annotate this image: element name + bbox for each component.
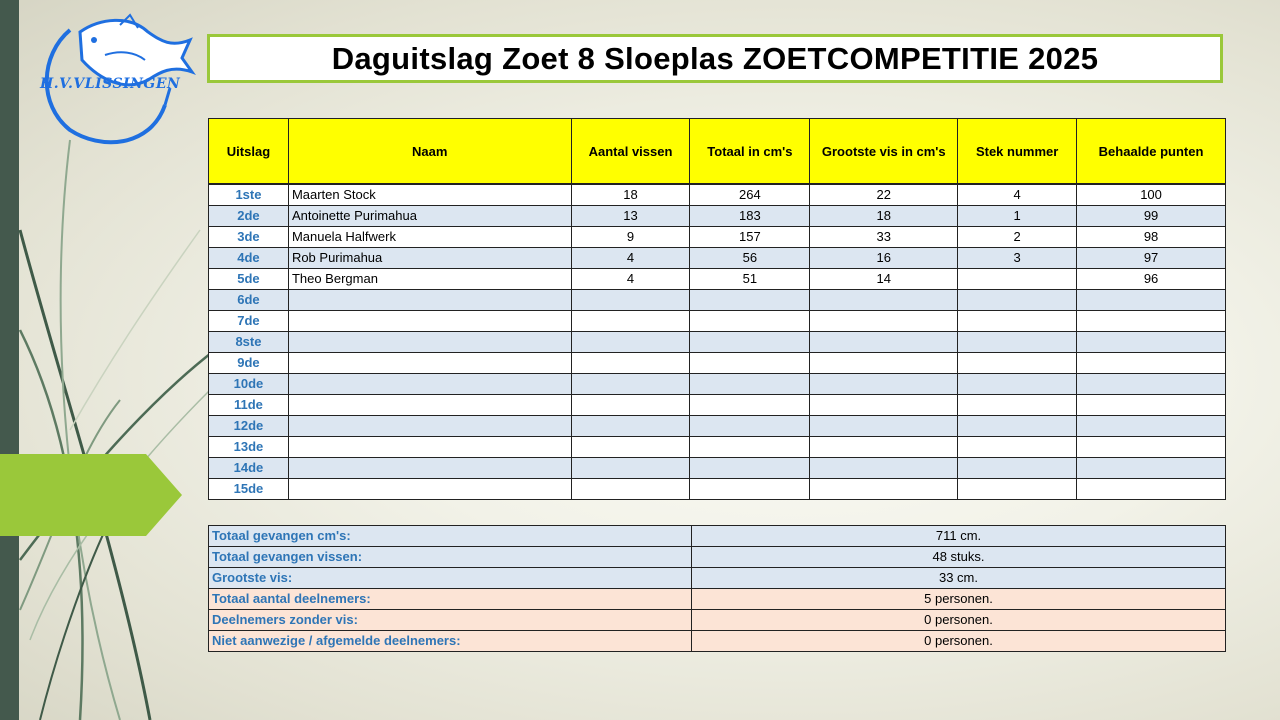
cell-place: 1ste <box>209 184 289 206</box>
cell-aantal-vissen <box>571 332 690 353</box>
cell-place: 7de <box>209 311 289 332</box>
cell-aantal-vissen <box>571 311 690 332</box>
cell-behaalde-punten: 100 <box>1077 184 1226 206</box>
cell-name <box>288 395 571 416</box>
cell-grootste-vis: 16 <box>810 248 958 269</box>
table-row <box>209 206 1226 227</box>
cell-behaalde-punten: 98 <box>1077 227 1226 248</box>
cell-behaalde-punten <box>1077 311 1226 332</box>
cell-aantal-vissen <box>571 290 690 311</box>
cell-grootste-vis <box>810 311 958 332</box>
cell-behaalde-punten <box>1077 353 1226 374</box>
title-banner <box>207 34 1223 83</box>
summary-label: Totaal gevangen vissen: <box>209 547 692 568</box>
table-row <box>209 332 1226 353</box>
cell-aantal-vissen <box>571 353 690 374</box>
summary-value: 0 personen. <box>692 631 1226 652</box>
header-behaalde-punten: Behaalde punten <box>1077 119 1226 185</box>
summary-row <box>209 631 1226 652</box>
cell-behaalde-punten <box>1077 458 1226 479</box>
cell-place: 8ste <box>209 332 289 353</box>
cell-totaal-cm: 157 <box>690 227 810 248</box>
cell-aantal-vissen <box>571 437 690 458</box>
header-uitslag: Uitslag <box>209 119 289 185</box>
cell-stek-nummer <box>958 437 1077 458</box>
cell-place: 14de <box>209 458 289 479</box>
cell-stek-nummer <box>958 290 1077 311</box>
summary-value: 48 stuks. <box>692 547 1226 568</box>
summary-label: Totaal aantal deelnemers: <box>209 589 692 610</box>
header-stek-nummer: Stek nummer <box>958 119 1077 185</box>
cell-stek-nummer <box>958 353 1077 374</box>
header-aantal-vissen: Aantal vissen <box>571 119 690 185</box>
cell-place: 12de <box>209 416 289 437</box>
cell-stek-nummer <box>958 458 1077 479</box>
summary-table <box>208 525 1226 652</box>
cell-behaalde-punten <box>1077 374 1226 395</box>
cell-behaalde-punten <box>1077 437 1226 458</box>
cell-name <box>288 290 571 311</box>
cell-name: Theo Bergman <box>288 269 571 290</box>
cell-name: Maarten Stock <box>288 184 571 206</box>
cell-behaalde-punten <box>1077 479 1226 500</box>
cell-totaal-cm: 264 <box>690 184 810 206</box>
summary-value: 33 cm. <box>692 568 1226 589</box>
cell-name <box>288 311 571 332</box>
cell-place: 5de <box>209 269 289 290</box>
cell-aantal-vissen: 13 <box>571 206 690 227</box>
cell-grootste-vis: 14 <box>810 269 958 290</box>
summary-value: 5 personen. <box>692 589 1226 610</box>
cell-place: 2de <box>209 206 289 227</box>
cell-totaal-cm <box>690 479 810 500</box>
cell-grootste-vis: 33 <box>810 227 958 248</box>
cell-grootste-vis <box>810 374 958 395</box>
cell-totaal-cm <box>690 290 810 311</box>
cell-grootste-vis: 18 <box>810 206 958 227</box>
club-logo <box>30 10 200 150</box>
cell-name: Manuela Halfwerk <box>288 227 571 248</box>
header-grootste-vis: Grootste vis in cm's <box>810 119 958 185</box>
cell-totaal-cm <box>690 311 810 332</box>
cell-name <box>288 479 571 500</box>
cell-behaalde-punten <box>1077 395 1226 416</box>
table-row <box>209 416 1226 437</box>
cell-stek-nummer: 2 <box>958 227 1077 248</box>
green-arrow-shape <box>0 454 182 536</box>
table-row <box>209 184 1226 206</box>
table-row <box>209 248 1226 269</box>
cell-totaal-cm <box>690 416 810 437</box>
cell-stek-nummer <box>958 269 1077 290</box>
cell-behaalde-punten: 99 <box>1077 206 1226 227</box>
table-row <box>209 311 1226 332</box>
cell-place: 11de <box>209 395 289 416</box>
table-row <box>209 227 1226 248</box>
cell-aantal-vissen: 9 <box>571 227 690 248</box>
cell-stek-nummer: 4 <box>958 184 1077 206</box>
cell-name <box>288 374 571 395</box>
cell-totaal-cm <box>690 332 810 353</box>
cell-totaal-cm <box>690 395 810 416</box>
cell-name: Rob Purimahua <box>288 248 571 269</box>
summary-value: 711 cm. <box>692 526 1226 547</box>
logo-text: H.V.VLISSINGEN <box>40 76 181 92</box>
cell-name <box>288 353 571 374</box>
cell-place: 3de <box>209 227 289 248</box>
table-row <box>209 395 1226 416</box>
cell-behaalde-punten: 97 <box>1077 248 1226 269</box>
results-header-row <box>209 119 1226 185</box>
cell-totaal-cm: 56 <box>690 248 810 269</box>
table-row <box>209 437 1226 458</box>
table-row <box>209 290 1226 311</box>
cell-place: 6de <box>209 290 289 311</box>
cell-grootste-vis <box>810 479 958 500</box>
cell-grootste-vis <box>810 437 958 458</box>
cell-name <box>288 437 571 458</box>
cell-name <box>288 458 571 479</box>
summary-row <box>209 547 1226 568</box>
cell-aantal-vissen <box>571 395 690 416</box>
cell-stek-nummer <box>958 311 1077 332</box>
cell-totaal-cm: 51 <box>690 269 810 290</box>
table-row <box>209 269 1226 290</box>
cell-place: 15de <box>209 479 289 500</box>
cell-grootste-vis <box>810 332 958 353</box>
summary-label: Niet aanwezige / afgemelde deelnemers: <box>209 631 692 652</box>
cell-totaal-cm <box>690 353 810 374</box>
summary-label: Grootste vis: <box>209 568 692 589</box>
summary-value: 0 personen. <box>692 610 1226 631</box>
cell-totaal-cm <box>690 374 810 395</box>
cell-name: Antoinette Purimahua <box>288 206 571 227</box>
summary-label: Totaal gevangen cm's: <box>209 526 692 547</box>
cell-grootste-vis <box>810 395 958 416</box>
cell-behaalde-punten <box>1077 332 1226 353</box>
cell-place: 10de <box>209 374 289 395</box>
results-table <box>208 118 1226 500</box>
table-row <box>209 458 1226 479</box>
cell-aantal-vissen <box>571 374 690 395</box>
summary-row <box>209 589 1226 610</box>
cell-stek-nummer <box>958 374 1077 395</box>
cell-grootste-vis <box>810 290 958 311</box>
cell-behaalde-punten <box>1077 290 1226 311</box>
cell-name <box>288 332 571 353</box>
cell-stek-nummer <box>958 416 1077 437</box>
cell-aantal-vissen: 4 <box>571 269 690 290</box>
cell-grootste-vis: 22 <box>810 184 958 206</box>
cell-place: 9de <box>209 353 289 374</box>
cell-stek-nummer: 1 <box>958 206 1077 227</box>
cell-stek-nummer: 3 <box>958 248 1077 269</box>
summary-row <box>209 610 1226 631</box>
table-row <box>209 353 1226 374</box>
cell-totaal-cm <box>690 458 810 479</box>
summary-label: Deelnemers zonder vis: <box>209 610 692 631</box>
cell-aantal-vissen: 18 <box>571 184 690 206</box>
cell-totaal-cm <box>690 437 810 458</box>
cell-place: 4de <box>209 248 289 269</box>
cell-place: 13de <box>209 437 289 458</box>
cell-aantal-vissen <box>571 479 690 500</box>
header-totaal-cm: Totaal in cm's <box>690 119 810 185</box>
cell-stek-nummer <box>958 332 1077 353</box>
cell-aantal-vissen <box>571 416 690 437</box>
table-row <box>209 479 1226 500</box>
cell-grootste-vis <box>810 353 958 374</box>
cell-aantal-vissen: 4 <box>571 248 690 269</box>
page-title: Daguitslag Zoet 8 Sloeplas ZOETCOMPETITIE 2025 <box>331 40 1099 76</box>
cell-grootste-vis <box>810 458 958 479</box>
cell-behaalde-punten <box>1077 416 1226 437</box>
cell-grootste-vis <box>810 416 958 437</box>
cell-aantal-vissen <box>571 458 690 479</box>
cell-stek-nummer <box>958 479 1077 500</box>
cell-name <box>288 416 571 437</box>
header-naam: Naam <box>288 119 571 185</box>
summary-row <box>209 526 1226 547</box>
cell-behaalde-punten: 96 <box>1077 269 1226 290</box>
summary-row <box>209 568 1226 589</box>
cell-stek-nummer <box>958 395 1077 416</box>
cell-totaal-cm: 183 <box>690 206 810 227</box>
table-row <box>209 374 1226 395</box>
